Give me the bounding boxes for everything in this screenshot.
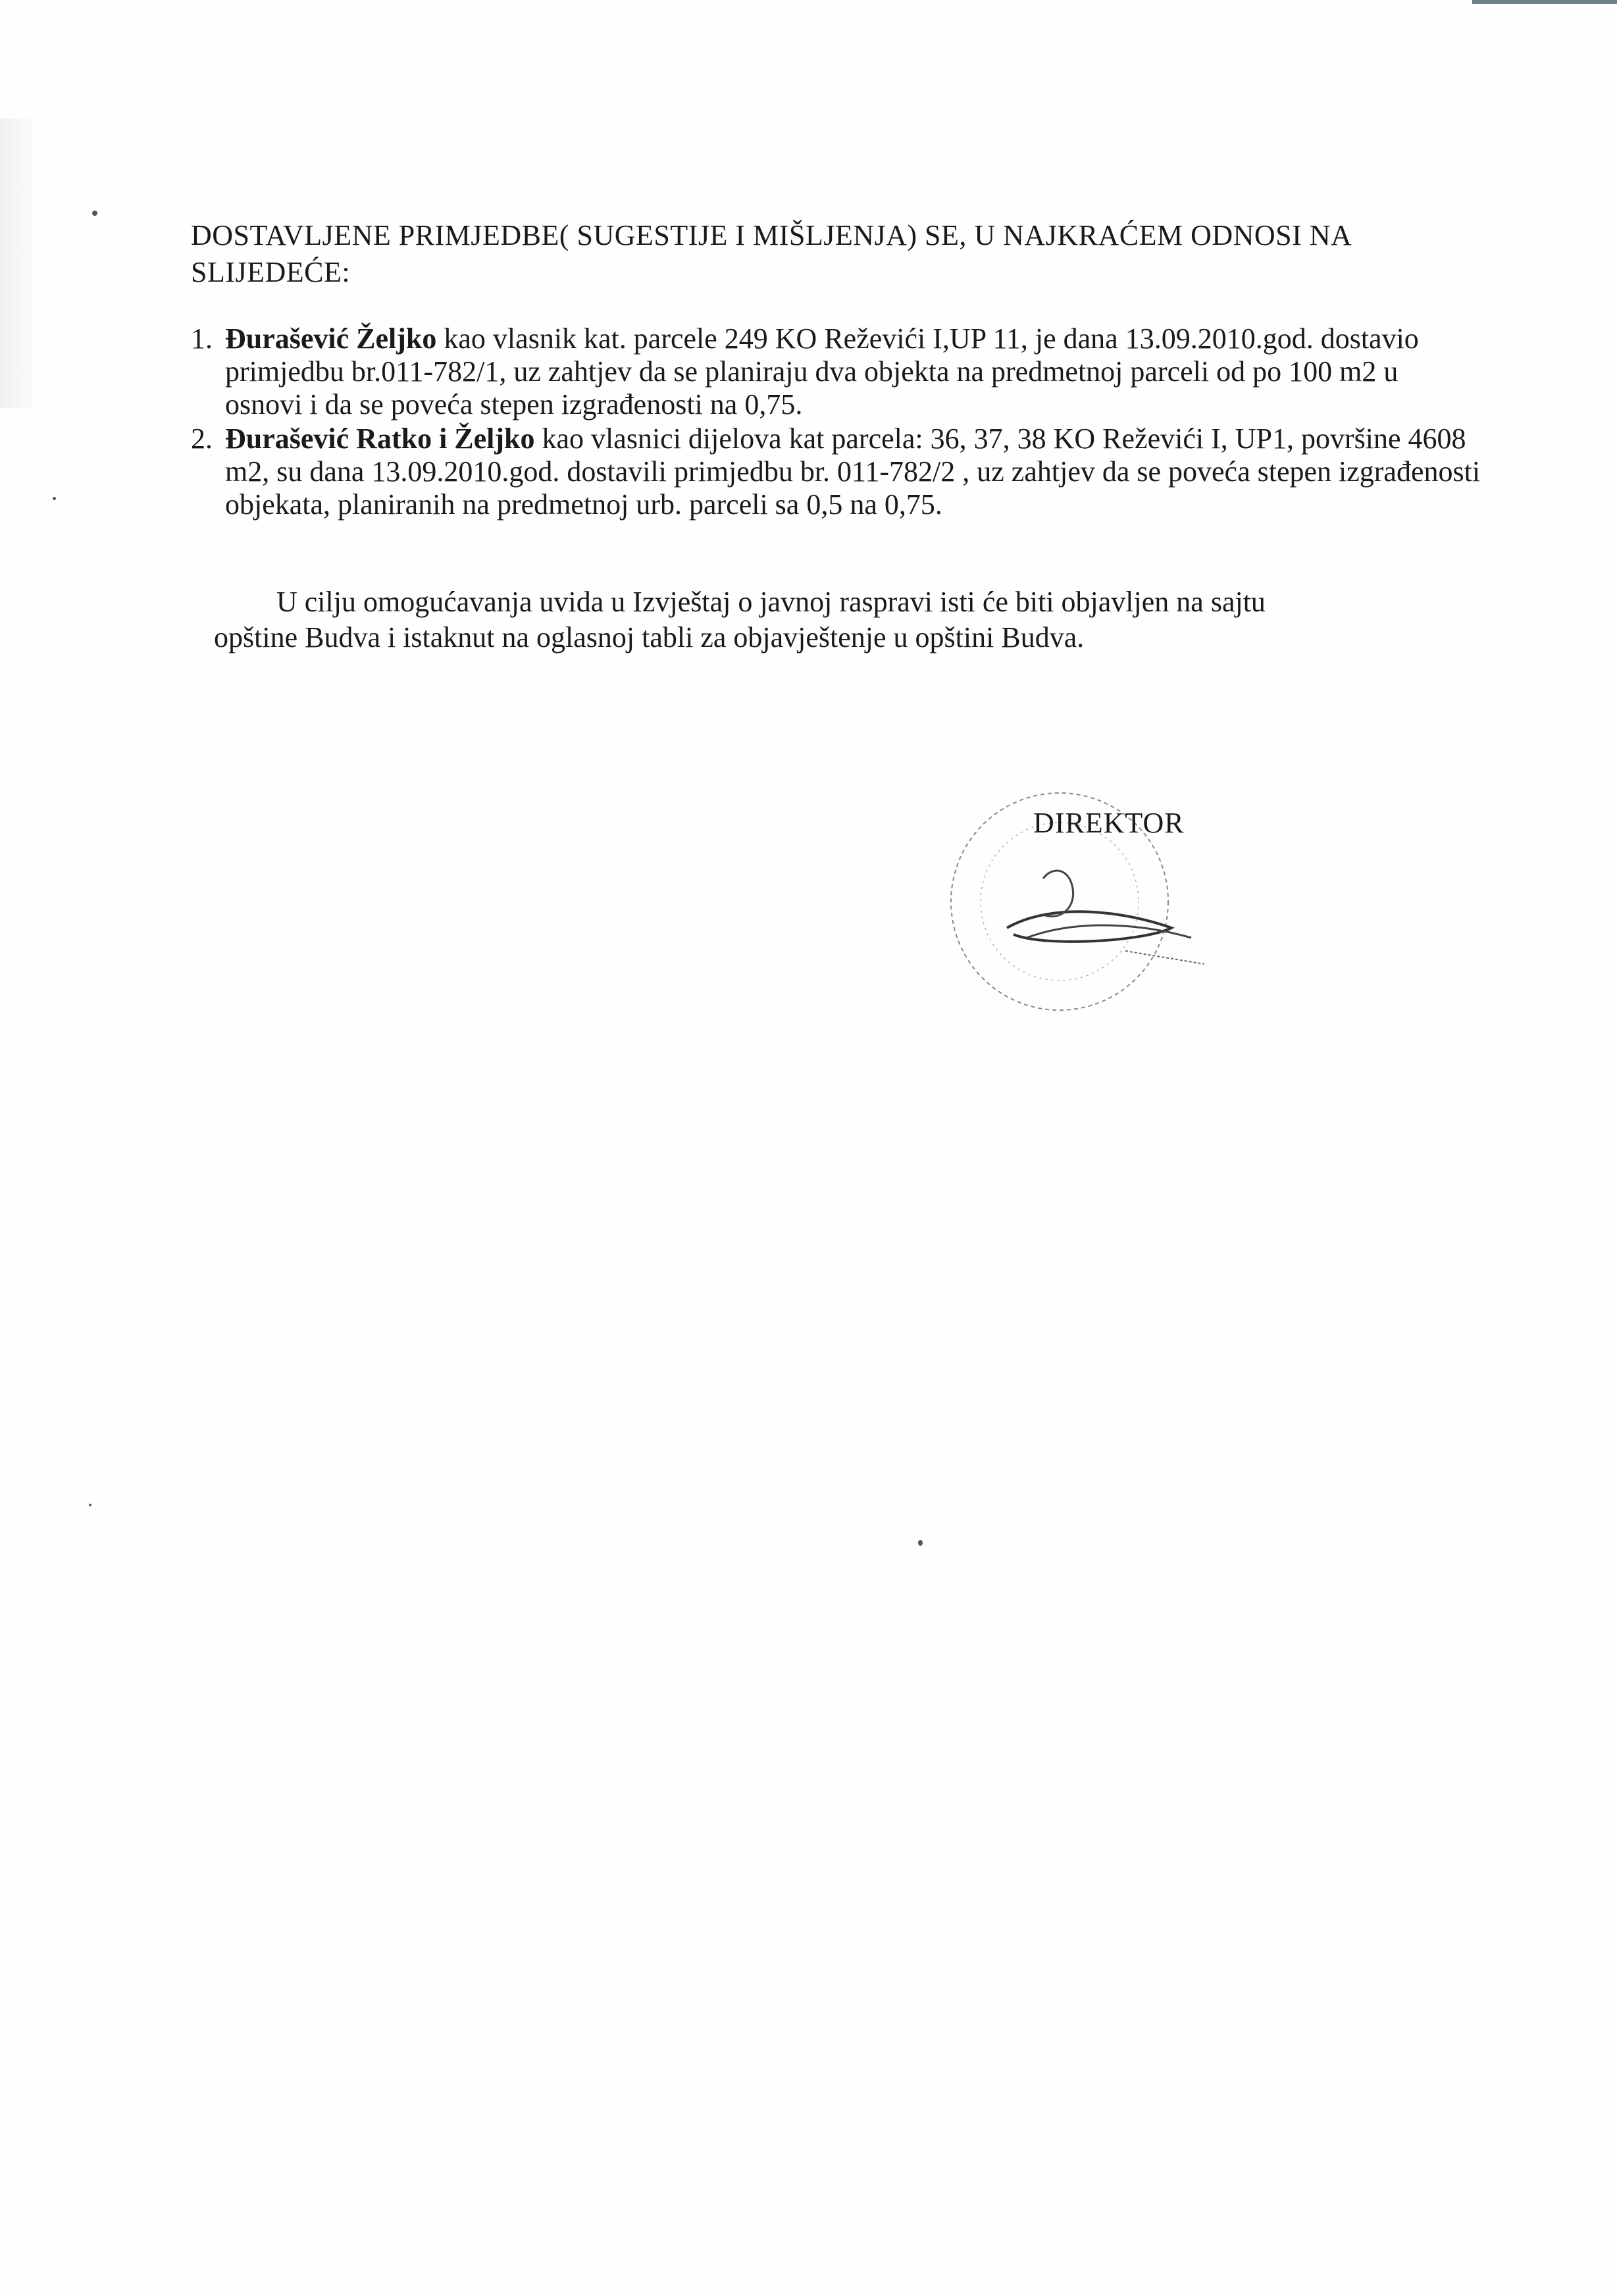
- item-text: kao vlasnik kat. parcele 249 KO Reževići I,UP 11, je dana 13.09.2010.god. dostavio primjedbu br.011-782/1, uz zahtjev da se planiraju dva objekta na predmetnoj parceli od po 100 m2 u osnovi i da se poveća stepen izgrađenosti na 0,75.: [225, 322, 1419, 421]
- document-heading: [191, 217, 1481, 291]
- scan-speck: [92, 211, 97, 216]
- scan-edge-line: [1472, 0, 1617, 4]
- objections-list: [191, 322, 1481, 523]
- item-name: Đurašević Željko: [225, 322, 437, 355]
- scan-speck: [89, 1504, 91, 1506]
- item-number: 2.: [191, 422, 213, 455]
- heading-line-1: DOSTAVLJENE PRIMJEDBE( SUGESTIJE I MIŠLJENJA) SE, U NAJKRAĆEM ODNOSI NA: [191, 219, 1352, 251]
- closing-paragraph: [214, 584, 1464, 655]
- scan-shadow: [0, 118, 39, 408]
- item-number: 1.: [191, 322, 213, 355]
- list-item: [191, 422, 1481, 521]
- scan-speck: [53, 497, 56, 500]
- item-text: kao vlasnici dijelova kat parcela: 36, 37, 38 KO Reževići I, UP1, površine 4608 m2, su dana 13.09.2010.god. dostavili primjedbu br. 011-782/2 , uz zahtjev da se poveća stepen izgrađenosti objekata, planiranih na predmetnoj urb. parceli sa 0,5 na 0,75.: [225, 422, 1481, 521]
- list-item: [191, 322, 1481, 421]
- closing-line-1: U cilju omogućavanja uvida u Izvještaj o javnoj raspravi isti će biti objavljen na sajtu: [276, 586, 1266, 618]
- official-stamp: [928, 760, 1204, 1036]
- closing-line-2: opštine Budva i istaknut na oglasnoj tabli za objavještenje u opštini Budva.: [214, 621, 1085, 653]
- heading-line-2: SLIJEDEĆE:: [191, 256, 351, 288]
- item-name: Đurašević Ratko i Željko: [225, 422, 535, 455]
- director-title: DIREKTOR: [1033, 807, 1185, 839]
- scan-speck: [918, 1540, 923, 1546]
